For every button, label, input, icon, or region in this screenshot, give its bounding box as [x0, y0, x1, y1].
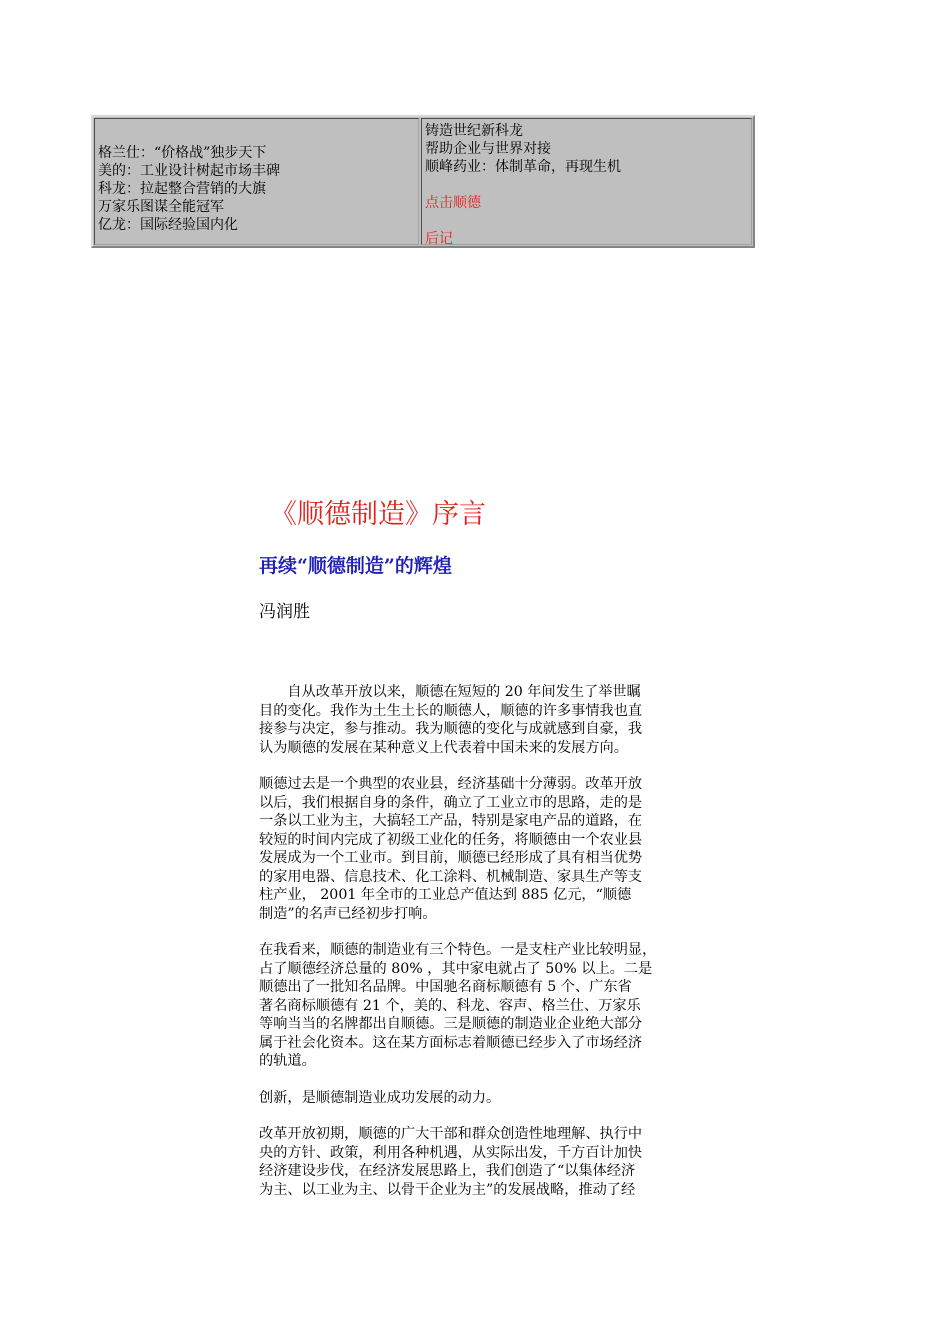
body-line: 经济建设步伐，在经济发展思路上，我们创造了“以集体经济 — [259, 1163, 636, 1179]
toc-right-list — [422, 119, 751, 248]
body-line: 认为顺德的发展在某种意义上代表着中国未来的发展方向。 — [259, 739, 628, 756]
body-line: 属于社会化资本。这在某方面标志着顺德已经步入了市场经济 — [259, 1034, 643, 1051]
body-paragraph — [259, 775, 697, 923]
toc-item-midea[interactable]: 美的：工业设计树起市场丰碑 — [98, 162, 280, 179]
body-line: 以后，我们根据自身的条件，确立了工业立市的思路，走的是 — [259, 794, 643, 811]
toc-item-new-kelon[interactable]: 铸造世纪新科龙 — [425, 123, 523, 139]
body-paragraph — [259, 683, 697, 757]
body-line: 的家用电器、信息技术、化工涂料、机械制造、家具生产等支 — [259, 868, 643, 885]
toc-item-kelon[interactable]: 科龙：拉起整合营销的大旗 — [98, 180, 266, 197]
body-line: 接参与决定，参与推动。我为顺德的变化与成就感到自豪，我 — [259, 721, 643, 737]
toc-spacer — [425, 212, 751, 230]
body-paragraph — [259, 941, 697, 1071]
body-line: 自从改革开放以来，顺德在短短的 20 年间发生了举世瞩 — [259, 684, 641, 700]
body-line: 创新，是顺德制造业成功发展的动力。 — [259, 1089, 501, 1106]
body-line: 央的方针、政策，利用各种机遇，从实际出发，千方百计加快 — [259, 1144, 643, 1161]
body-line: 占了顺德经济总量的 80% ，其中家电就占了 50% 以上。二是 — [259, 960, 653, 977]
body-line: 顺德过去是一个典型的农业县，经济基础十分薄弱。改革开放 — [259, 776, 643, 792]
article-subtitle: 再续“顺德制造”的辉煌 — [259, 555, 452, 577]
body-line: 在我看来，顺德的制造业有三个特色。一是支柱产业比较明显， — [259, 942, 657, 958]
body-line: 柱产业， 2001 年全市的工业总产值达到 885 亿元，“顺德 — [259, 887, 632, 903]
toc-item-wanjiale[interactable]: 万家乐图谋全能冠军 — [98, 198, 224, 215]
toc-spacer — [425, 176, 751, 194]
article-author: 冯润胜 — [259, 602, 310, 622]
click-shunde-link[interactable]: 点击顺德 — [425, 195, 481, 211]
body-line: 著名商标顺德有 21 个，美的、科龙、容声、格兰仕、万家乐 — [259, 997, 641, 1014]
toc-left-list — [95, 130, 280, 234]
afterword-link[interactable]: 后记 — [425, 231, 453, 247]
table-of-contents — [91, 115, 755, 248]
body-line: 的轨道。 — [259, 1053, 316, 1069]
toc-item-shunfeng[interactable]: 顺峰药业：体制革命，再现生机 — [425, 159, 621, 175]
body-line: 等响当当的名牌都出自顺德。三是顺德的制造业企业绝大部分 — [259, 1016, 643, 1032]
body-paragraph — [259, 1089, 697, 1108]
toc-item-galanz[interactable]: 格兰仕：“价格战”独步天下 — [98, 144, 267, 161]
body-line: 一条以工业为主，大搞轻工产品，特别是家电产品的道路，在 — [259, 813, 643, 829]
body-line: 发展成为一个工业市。到目前，顺德已经形成了具有相当优势 — [259, 850, 643, 866]
body-paragraph — [259, 1125, 697, 1199]
toc-item-world-link[interactable]: 帮助企业与世界对接 — [425, 141, 551, 157]
body-line: 较短的时间内完成了初级工业化的任务，将顺德由一个农业县 — [259, 831, 643, 848]
body-line: 顺德出了一批知名品牌。中国驰名商标顺德有 5 个、广东省 — [259, 979, 632, 995]
toc-item-yilong[interactable]: 亿龙：国际经验国内化 — [98, 216, 238, 233]
body-line: 目的变化。我作为土生土长的顺德人，顺德的许多事情我也直 — [259, 702, 643, 719]
body-line: 制造”的名声已经初步打响。 — [259, 905, 437, 922]
body-line: 为主、以工业为主、以骨干企业为主”的发展战略，推动了经 — [259, 1181, 636, 1198]
toc-right-column — [421, 118, 752, 245]
body-line: 改革开放初期，顺德的广大干部和群众创造性地理解、执行中 — [259, 1126, 643, 1142]
toc-left-column — [94, 118, 419, 245]
article-body — [259, 683, 697, 1217]
article-title: 《顺德制造》序言 — [270, 499, 486, 530]
